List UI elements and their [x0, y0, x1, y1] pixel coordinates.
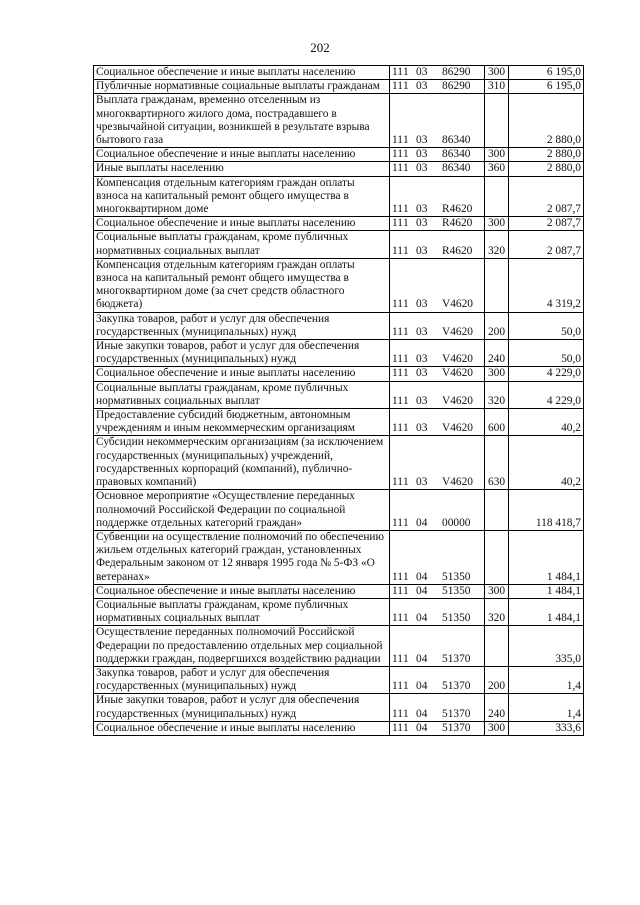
row-target-code [390, 381, 485, 408]
table-row [94, 436, 584, 490]
code-main-event: 03 [416, 394, 428, 407]
code-main-event: 03 [416, 325, 428, 338]
row-name: Предоставление субсидий бюджетным, автономным учреждениям и иным некоммерческим организациям [94, 409, 390, 436]
code-program: 11 [392, 721, 403, 734]
row-expense-type: 200 [485, 666, 509, 693]
code-subprogram: 1 [403, 298, 409, 311]
code-main-event: 03 [416, 217, 428, 230]
code-program: 11 [392, 134, 403, 147]
budget-table-body [94, 66, 584, 736]
code-main-event: 03 [416, 162, 428, 175]
code-subprogram: 1 [403, 66, 409, 78]
code-program: 11 [392, 66, 403, 78]
code-direction: R4620 [442, 217, 473, 230]
code-direction: V4620 [442, 476, 474, 489]
table-row [94, 381, 584, 408]
row-expense-type [485, 176, 509, 217]
code-program: 11 [392, 217, 403, 230]
row-target-code [390, 66, 485, 80]
row-name: Иные выплаты населению [94, 162, 390, 176]
row-name: Социальные выплаты гражданам, кроме публичных нормативных социальных выплат [94, 231, 390, 258]
code-program: 11 [392, 162, 403, 175]
code-subprogram: 1 [403, 612, 409, 625]
table-row [94, 626, 584, 667]
row-name: Компенсация отдельным категориям граждан оплаты взноса на капитальный ремонт общего имущества в многоквартирном доме (за счет средств областного бюджета) [94, 258, 390, 312]
code-direction: 51370 [442, 721, 471, 734]
code-program: 11 [392, 422, 403, 435]
code-main-event: 04 [416, 652, 428, 665]
row-target-code [390, 436, 485, 490]
code-main-event: 04 [416, 612, 428, 625]
row-expense-type: 240 [485, 340, 509, 367]
code-main-event: 04 [416, 584, 428, 597]
code-subprogram: 1 [403, 244, 409, 257]
row-expense-type: 600 [485, 409, 509, 436]
code-direction: V4620 [442, 367, 474, 380]
table-row [94, 409, 584, 436]
row-expense-type: 200 [485, 312, 509, 339]
row-amount: 1 484,1 [509, 530, 584, 584]
row-target-code [390, 584, 485, 598]
code-main-event: 03 [416, 298, 428, 311]
row-name: Социальное обеспечение и иные выплаты населению [94, 721, 390, 735]
table-row [94, 162, 584, 176]
code-subprogram: 1 [403, 80, 409, 93]
table-row [94, 258, 584, 312]
row-name: Социальное обеспечение и иные выплаты населению [94, 367, 390, 381]
table-row [94, 176, 584, 217]
row-amount: 40,2 [509, 409, 584, 436]
row-target-code [390, 258, 485, 312]
row-amount: 4 229,0 [509, 381, 584, 408]
row-name: Публичные нормативные социальные выплаты гражданам [94, 80, 390, 94]
row-name: Иные закупки товаров, работ и услуг для обеспечения государственных (муниципальных) нужд [94, 694, 390, 721]
row-amount: 333,6 [509, 721, 584, 735]
code-subprogram: 1 [403, 325, 409, 338]
row-name: Закупка товаров, работ и услуг для обеспечения государственных (муниципальных) нужд [94, 312, 390, 339]
code-main-event: 03 [416, 367, 428, 380]
code-main-event: 03 [416, 422, 428, 435]
code-subprogram: 1 [403, 570, 409, 583]
code-subprogram: 1 [403, 203, 409, 216]
code-direction: 86340 [442, 134, 471, 147]
row-amount: 4 319,2 [509, 258, 584, 312]
code-program: 11 [392, 707, 403, 720]
table-row [94, 367, 584, 381]
row-name: Социальные выплаты гражданам, кроме публичных нормативных социальных выплат [94, 598, 390, 625]
row-name: Иные закупки товаров, работ и услуг для обеспечения государственных (муниципальных) нужд [94, 340, 390, 367]
code-main-event: 04 [416, 707, 428, 720]
code-subprogram: 1 [403, 422, 409, 435]
row-name: Выплата гражданам, временно отселенным из многоквартирного жилого дома, пострадавшего в чрезвычайной ситуации, возникшей в результате взрыва бытового газа [94, 94, 390, 148]
row-expense-type: 300 [485, 367, 509, 381]
table-row [94, 598, 584, 625]
code-program: 11 [392, 652, 403, 665]
row-expense-type: 300 [485, 66, 509, 80]
code-main-event: 04 [416, 570, 428, 583]
code-program: 11 [392, 476, 403, 489]
code-subprogram: 1 [403, 217, 409, 230]
row-target-code [390, 231, 485, 258]
code-subprogram: 1 [403, 680, 409, 693]
code-direction: 86290 [442, 66, 471, 78]
code-main-event: 03 [416, 134, 428, 147]
code-subprogram: 1 [403, 476, 409, 489]
code-program: 11 [392, 298, 403, 311]
row-amount: 118 418,7 [509, 490, 584, 531]
budget-table [93, 65, 584, 736]
code-direction: 51350 [442, 570, 471, 583]
code-program: 11 [392, 680, 403, 693]
row-amount: 2 880,0 [509, 162, 584, 176]
code-direction: 51350 [442, 584, 471, 597]
row-expense-type: 300 [485, 584, 509, 598]
row-amount: 50,0 [509, 340, 584, 367]
code-main-event: 03 [416, 148, 428, 161]
table-row [94, 584, 584, 598]
code-direction: 51370 [442, 652, 471, 665]
row-amount: 1,4 [509, 666, 584, 693]
table-row [94, 80, 584, 94]
code-main-event: 04 [416, 516, 428, 529]
code-subprogram: 1 [403, 721, 409, 734]
code-subprogram: 1 [403, 134, 409, 147]
row-target-code [390, 530, 485, 584]
code-program: 11 [392, 612, 403, 625]
code-main-event: 03 [416, 80, 428, 93]
row-name: Социальное обеспечение и иные выплаты населению [94, 217, 390, 231]
row-amount: 6 195,0 [509, 66, 584, 80]
code-subprogram: 1 [403, 367, 409, 380]
row-amount: 1 484,1 [509, 584, 584, 598]
code-direction: V4620 [442, 298, 474, 311]
code-program: 11 [392, 394, 403, 407]
row-target-code [390, 694, 485, 721]
row-amount: 50,0 [509, 312, 584, 339]
row-amount: 2 087,7 [509, 176, 584, 217]
code-subprogram: 1 [403, 516, 409, 529]
code-program: 11 [392, 203, 403, 216]
row-amount: 4 229,0 [509, 367, 584, 381]
table-row [94, 721, 584, 735]
code-program: 11 [392, 244, 403, 257]
row-target-code [390, 148, 485, 162]
row-amount: 335,0 [509, 626, 584, 667]
page-number: 202 [310, 40, 330, 55]
code-direction: V4620 [442, 325, 474, 338]
row-expense-type: 310 [485, 80, 509, 94]
code-program: 11 [392, 570, 403, 583]
row-name: Осуществление переданных полномочий Российской Федерации по предоставлению отдельных мер социальной поддержки граждан, подвергшихся воздействию радиации [94, 626, 390, 667]
code-subprogram: 1 [403, 707, 409, 720]
row-target-code [390, 626, 485, 667]
row-name: Субсидии некоммерческим организациям (за исключением государственных (муниципальных) учреждений, государственных корпораций (компаний), публично-правовых компаний) [94, 436, 390, 490]
row-amount: 2 880,0 [509, 148, 584, 162]
row-target-code [390, 162, 485, 176]
code-main-event: 04 [416, 680, 428, 693]
code-program: 11 [392, 353, 403, 366]
row-expense-type [485, 490, 509, 531]
code-subprogram: 1 [403, 394, 409, 407]
code-main-event: 04 [416, 721, 428, 734]
row-target-code [390, 409, 485, 436]
table-row [94, 217, 584, 231]
table-row [94, 66, 584, 80]
row-target-code [390, 176, 485, 217]
table-row [94, 231, 584, 258]
row-expense-type: 320 [485, 231, 509, 258]
row-target-code [390, 312, 485, 339]
code-program: 11 [392, 516, 403, 529]
row-expense-type: 300 [485, 148, 509, 162]
row-target-code [390, 721, 485, 735]
code-main-event: 03 [416, 203, 428, 216]
row-target-code [390, 598, 485, 625]
code-main-event: 03 [416, 476, 428, 489]
code-program: 11 [392, 80, 403, 93]
row-expense-type [485, 530, 509, 584]
row-expense-type: 320 [485, 598, 509, 625]
row-amount: 40,2 [509, 436, 584, 490]
row-expense-type: 630 [485, 436, 509, 490]
code-subprogram: 1 [403, 652, 409, 665]
row-amount: 1 484,1 [509, 598, 584, 625]
row-target-code [390, 340, 485, 367]
row-expense-type [485, 258, 509, 312]
table-row [94, 694, 584, 721]
row-expense-type: 240 [485, 694, 509, 721]
row-name: Субвенции на осуществление полномочий по обеспечению жильем отдельных категорий граждан, установленных Федеральным законом от 12 января 1995 года № 5-ФЗ «О ветеранах» [94, 530, 390, 584]
code-main-event: 03 [416, 244, 428, 257]
row-expense-type: 320 [485, 381, 509, 408]
code-direction: 86290 [442, 80, 471, 93]
row-amount: 2 880,0 [509, 94, 584, 148]
code-main-event: 03 [416, 66, 428, 78]
table-row [94, 312, 584, 339]
code-program: 11 [392, 148, 403, 161]
row-target-code [390, 666, 485, 693]
row-name: Социальные выплаты гражданам, кроме публичных нормативных социальных выплат [94, 381, 390, 408]
code-direction: V4620 [442, 422, 474, 435]
row-name: Основное мероприятие «Осуществление переданных полномочий Российской Федерации по социальной поддержке отдельных категорий граждан» [94, 490, 390, 531]
row-amount: 2 087,7 [509, 217, 584, 231]
code-subprogram: 1 [403, 353, 409, 366]
table-row [94, 148, 584, 162]
code-direction: 51350 [442, 612, 471, 625]
code-program: 11 [392, 325, 403, 338]
row-target-code [390, 94, 485, 148]
row-target-code [390, 367, 485, 381]
row-expense-type: 360 [485, 162, 509, 176]
row-target-code [390, 490, 485, 531]
row-amount: 1,4 [509, 694, 584, 721]
row-target-code [390, 217, 485, 231]
row-amount: 2 087,7 [509, 231, 584, 258]
code-direction: 86340 [442, 162, 471, 175]
row-expense-type [485, 626, 509, 667]
table-row [94, 666, 584, 693]
code-direction: V4620 [442, 394, 474, 407]
code-direction: R4620 [442, 244, 473, 257]
code-direction: R4620 [442, 203, 473, 216]
table-row [94, 94, 584, 148]
row-name: Социальное обеспечение и иные выплаты населению [94, 584, 390, 598]
code-subprogram: 1 [403, 148, 409, 161]
row-name: Социальное обеспечение и иные выплаты населению [94, 148, 390, 162]
code-subprogram: 1 [403, 584, 409, 597]
row-name: Социальное обеспечение и иные выплаты населению [94, 66, 390, 80]
row-target-code [390, 80, 485, 94]
code-program: 11 [392, 367, 403, 380]
code-subprogram: 1 [403, 162, 409, 175]
code-program: 11 [392, 584, 403, 597]
table-row [94, 530, 584, 584]
table-row [94, 340, 584, 367]
row-amount: 6 195,0 [509, 80, 584, 94]
row-expense-type [485, 94, 509, 148]
code-direction: 00000 [442, 516, 471, 529]
row-expense-type: 300 [485, 721, 509, 735]
code-direction: 51370 [442, 680, 471, 693]
row-name: Компенсация отдельным категориям граждан оплаты взноса на капитальный ремонт общего имущества в многоквартирном доме [94, 176, 390, 217]
table-row [94, 490, 584, 531]
code-direction: V4620 [442, 353, 474, 366]
code-direction: 51370 [442, 707, 471, 720]
code-main-event: 03 [416, 353, 428, 366]
code-direction: 86340 [442, 148, 471, 161]
row-name: Закупка товаров, работ и услуг для обеспечения государственных (муниципальных) нужд [94, 666, 390, 693]
row-expense-type: 300 [485, 217, 509, 231]
